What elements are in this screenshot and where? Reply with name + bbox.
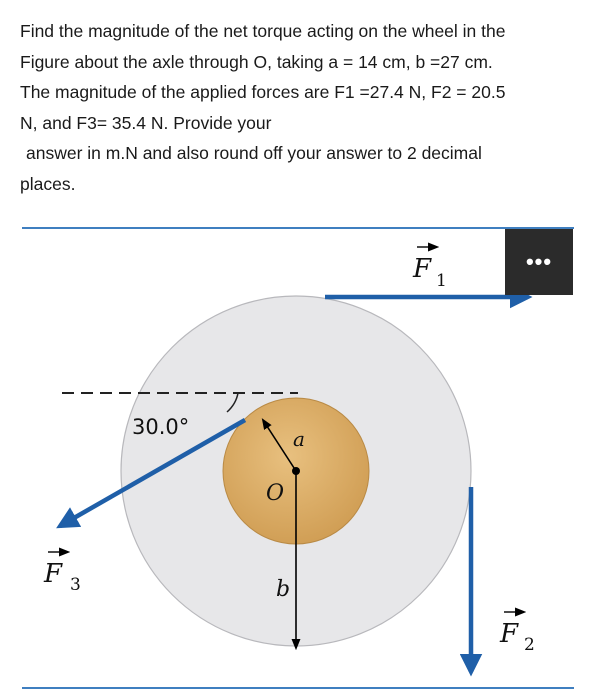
svg-text:F: F <box>500 619 519 649</box>
question-text <box>20 16 580 199</box>
svg-text:F: F <box>44 559 63 589</box>
angle-label: 30.0° <box>132 415 190 439</box>
svg-text:3: 3 <box>70 575 81 595</box>
question-line: The magnitude of the applied forces are F1 =27.4 N, F2 = 20.5 <box>20 82 506 102</box>
label-f1 <box>412 247 447 291</box>
more-options-button[interactable] <box>505 229 573 295</box>
label-f3 <box>43 552 81 595</box>
label-o: O <box>266 481 285 506</box>
question-line: N, and F3= 35.4 N. Provide your <box>20 112 272 133</box>
svg-text:1: 1 <box>436 271 447 291</box>
svg-text:F: F <box>413 254 432 284</box>
more-options-icon: ••• <box>525 249 553 274</box>
label-a: a <box>293 427 305 451</box>
question-line: Find the magnitude of the net torque acting on the wheel in the <box>20 21 506 41</box>
question-line: answer in m.N and also round off your answer to 2 decimal <box>26 143 482 163</box>
label-b: b <box>276 577 291 602</box>
axle-point <box>292 467 300 475</box>
label-f2 <box>499 612 535 655</box>
question-line: Figure about the axle through O, taking a = 14 cm, b =27 cm. <box>20 51 493 72</box>
svg-text:2: 2 <box>524 635 535 655</box>
question-line: places. <box>20 173 76 194</box>
